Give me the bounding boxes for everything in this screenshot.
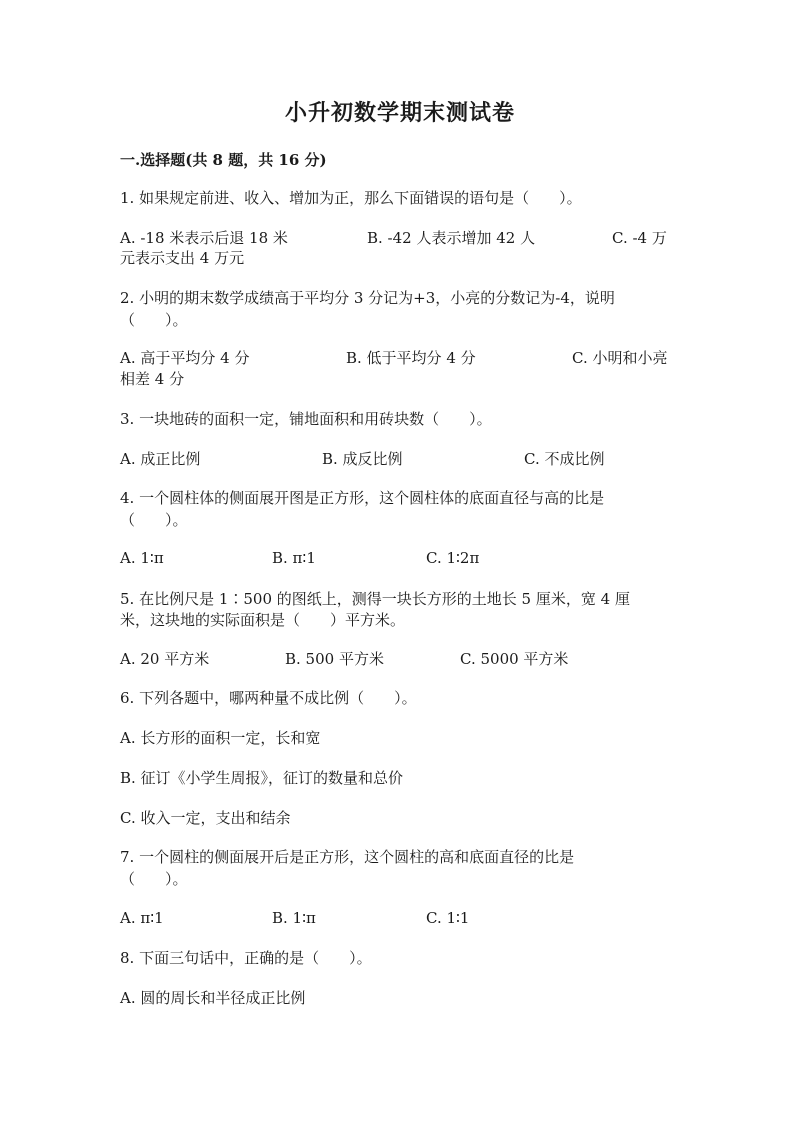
question-1-option-wrap: 元表示支出 4 万元 (120, 249, 245, 267)
question-7-stem-line-1: 7. 一个圆柱的侧面展开后是正方形，这个圆柱的高和底面直径的比是 (120, 848, 575, 866)
question-5-option-c: C. 5000 平方米 (460, 650, 569, 668)
question-7-option-c: C. 1∶1 (426, 909, 470, 927)
question-3-option-c: C. 不成比例 (524, 450, 605, 468)
question-2-option-b: B. 低于平均分 4 分 (346, 349, 476, 367)
question-3-option-b: B. 成反比例 (322, 450, 403, 468)
section-heading: 一.选择题(共 8 题，共 16 分) (120, 151, 327, 169)
question-2-option-a: A. 高于平均分 4 分 (120, 349, 250, 367)
question-4-option-c: C. 1∶2π (426, 549, 480, 567)
question-2-option-c: C. 小明和小亮 (572, 349, 668, 367)
question-7-stem-line-2: （ ）。 (120, 870, 188, 888)
question-4-stem-line-1: 4. 一个圆柱体的侧面展开图是正方形，这个圆柱体的底面直径与高的比是 (120, 489, 605, 507)
question-7-option-a: A. π∶1 (120, 909, 164, 927)
question-3-option-a: A. 成正比例 (120, 450, 201, 468)
question-2-stem-line-2: （ ）。 (120, 311, 188, 329)
question-7-option-b: B. 1∶π (272, 909, 316, 927)
question-6-option-c: C. 收入一定，支出和结余 (120, 809, 291, 827)
question-5-stem-line-1: 5. 在比例尺是 1∶500 的图纸上，测得一块长方形的土地长 5 厘米，宽 4 厘 (120, 590, 630, 608)
question-6-option-a: A. 长方形的面积一定，长和宽 (120, 729, 321, 747)
question-5-option-b: B. 500 平方米 (285, 650, 384, 668)
page-title: 小升初数学期末测试卷 (284, 100, 515, 126)
question-2-option-wrap: 相差 4 分 (120, 370, 185, 388)
question-4-option-b: B. π∶1 (272, 549, 316, 567)
question-4-option-a: A. 1∶π (120, 549, 164, 567)
question-1-option-c: C. -4 万 (612, 229, 667, 247)
question-6-option-b: B. 征订《小学生周报》，征订的数量和总价 (120, 769, 404, 787)
question-4-stem-line-2: （ ）。 (120, 511, 188, 529)
question-8-stem: 8. 下面三句话中，正确的是（ ）。 (120, 949, 372, 967)
question-3-stem: 3. 一块地砖的面积一定，铺地面积和用砖块数（ ）。 (120, 410, 492, 428)
question-1-option-a: A. -18 米表示后退 18 米 (120, 229, 288, 247)
question-8-option-a: A. 圆的周长和半径成正比例 (120, 989, 306, 1007)
question-5-stem-line-2: 米，这块地的实际面积是（ ）平方米。 (120, 611, 406, 629)
question-5-option-a: A. 20 平方米 (120, 650, 210, 668)
question-1-option-b: B. -42 人表示增加 42 人 (367, 229, 536, 247)
question-1-stem: 1. 如果规定前进、收入、增加为正，那么下面错误的语句是（ ）。 (120, 189, 582, 207)
question-2-stem-line-1: 2. 小明的期末数学成绩高于平均分 3 分记为+3，小亮的分数记为-4，说明 (120, 289, 615, 307)
question-6-stem: 6. 下列各题中，哪两种量不成比例（ ）。 (120, 689, 417, 707)
